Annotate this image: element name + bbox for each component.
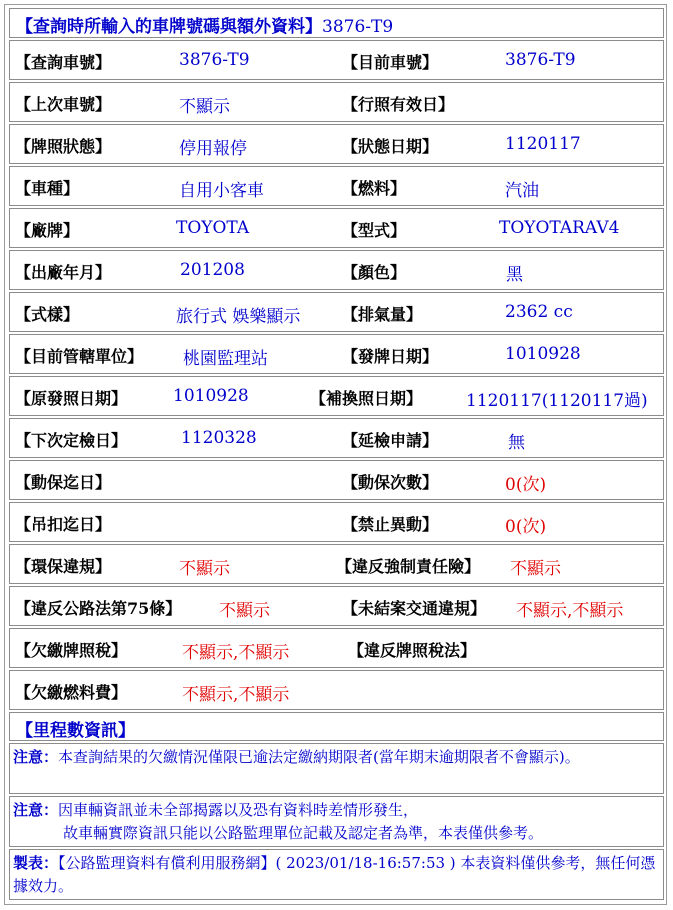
label-unpaid-license-tax: 【欠繳牌照稅】: [15, 641, 128, 660]
label-chattel-mortgage-count: 【動保次數】: [342, 473, 439, 492]
value-make: TOYOTA: [176, 218, 250, 238]
label-manufacture-date: 【出廠年月】: [15, 263, 112, 282]
notice-label: 注意：: [13, 748, 59, 766]
table-row: [9, 586, 664, 626]
mileage-section: [9, 712, 664, 741]
value-unpaid-fuel-fee: 不顯示,不顯示: [182, 685, 290, 705]
label-query-plate: 【查詢車號】: [15, 53, 112, 72]
table-row: [9, 250, 664, 290]
table-row: [9, 670, 664, 710]
table-row: [9, 502, 664, 542]
value-reissue-date: 1120117(1120117過): [466, 391, 648, 411]
value-highway-act-violation: 不顯示: [219, 601, 270, 621]
value-environmental-violation: 不顯示: [179, 559, 230, 579]
label-jurisdiction: 【目前管轄單位】: [15, 347, 144, 366]
report-header: [9, 8, 664, 38]
label-previous-plate: 【上次車號】: [15, 95, 112, 114]
report-title: 【查詢時所輸入的車牌號碼與額外資料】: [16, 17, 322, 37]
value-inspection-extension: 無: [508, 433, 525, 453]
table-row: [9, 82, 664, 122]
label-fuel: 【燃料】: [342, 179, 407, 198]
label-color: 【顏色】: [342, 263, 407, 282]
label-open-traffic-violations: 【未結案交通違規】: [342, 599, 487, 618]
label-body-style: 【式樣】: [15, 305, 80, 324]
table-row: [9, 544, 664, 584]
table-row: [9, 460, 664, 500]
label-vehicle-type: 【車種】: [15, 179, 80, 198]
disclaimer-line-1: 因車輛資訊並未全部揭露以及恐有資料時差情形發生，: [58, 801, 419, 819]
label-displacement: 【排氣量】: [342, 305, 423, 324]
value-jurisdiction: 桃園監理站: [183, 349, 268, 369]
value-manufacture-date: 201208: [180, 260, 245, 280]
label-license-expiry: 【行照有效日】: [342, 95, 455, 114]
label-environmental-violation: 【環保違規】: [15, 557, 112, 576]
value-insurance-violation: 不顯示: [510, 559, 561, 579]
value-status-date: 1120117: [505, 134, 581, 154]
disclaimer-line-2: 故車輛實際資訊只能以公路監理單位記載及認定者為準，本表僅供參考。: [63, 824, 544, 842]
label-plate-status: 【牌照狀態】: [15, 137, 112, 156]
disclaimer-label: 注意：: [13, 801, 59, 819]
label-inspection-extension: 【延檢申請】: [342, 431, 439, 450]
value-open-traffic-violations: 不顯示,不顯示: [516, 601, 624, 621]
label-highway-act-violation: 【違反公路法第75條】: [15, 599, 182, 618]
label-insurance-violation: 【違反強制責任險】: [336, 557, 481, 576]
label-unpaid-fuel-fee: 【欠繳燃料費】: [15, 683, 128, 702]
value-vehicle-type: 自用小客車: [179, 181, 264, 201]
footer-box: [9, 849, 664, 900]
mileage-title: 【里程數資訊】: [16, 721, 135, 741]
value-chattel-mortgage-count: 0(次): [505, 475, 547, 495]
label-original-license-date: 【原發照日期】: [15, 389, 128, 408]
label-current-plate: 【目前車號】: [342, 53, 439, 72]
footer-text: 【公路監理資料有償利用服務網】( 2023/01/18-16:57:53 ) 本表資料僅供參考，無任何憑據效力。: [13, 854, 656, 895]
value-original-license-date: 1010928: [173, 386, 249, 406]
value-current-plate: 3876-T9: [505, 50, 576, 70]
value-displacement: 2362 cc: [505, 302, 573, 322]
value-body-style: 旅行式 娛樂顯示: [176, 307, 301, 327]
value-plate-status: 停用報停: [179, 139, 247, 159]
value-fuel: 汽油: [505, 181, 539, 201]
notice-text: 本查詢結果的欠繳情況僅限已逾法定繳納期限者(當年期末逾期限者不會顯示)。: [58, 748, 580, 766]
label-transfer-ban: 【禁止異動】: [342, 515, 439, 534]
value-next-inspection: 1120328: [181, 428, 257, 448]
label-next-inspection: 【下次定檢日】: [15, 431, 128, 450]
label-chattel-mortgage-end: 【動保迄日】: [15, 473, 112, 492]
table-row: [9, 334, 664, 374]
notice-box: [9, 743, 664, 794]
label-reissue-date: 【補換照日期】: [310, 389, 423, 408]
label-status-date: 【狀態日期】: [342, 137, 439, 156]
value-issue-date: 1010928: [505, 344, 581, 364]
table-row: [9, 376, 664, 416]
report-plate: 3876-T9: [322, 17, 394, 37]
label-license-tax-violation: 【違反牌照稅法】: [348, 641, 477, 660]
value-color: 黑: [506, 265, 523, 285]
table-row: [9, 166, 664, 206]
value-previous-plate: 不顯示: [179, 97, 230, 117]
label-suspension-end: 【吊扣迄日】: [15, 515, 112, 534]
table-row: [9, 208, 664, 248]
value-query-plate: 3876-T9: [179, 50, 250, 70]
table-row: [9, 292, 664, 332]
label-model: 【型式】: [342, 221, 407, 240]
disclaimer-box: [9, 796, 664, 847]
footer-label: 製表：: [13, 854, 59, 872]
label-make: 【廠牌】: [15, 221, 80, 240]
value-model: TOYOTARAV4: [499, 218, 620, 238]
table-row: [9, 40, 664, 80]
table-row: [9, 418, 664, 458]
value-transfer-ban: 0(次): [505, 517, 547, 537]
table-row: [9, 628, 664, 668]
table-row: [9, 124, 664, 164]
label-issue-date: 【發牌日期】: [342, 347, 439, 366]
value-unpaid-license-tax: 不顯示,不顯示: [182, 643, 290, 663]
